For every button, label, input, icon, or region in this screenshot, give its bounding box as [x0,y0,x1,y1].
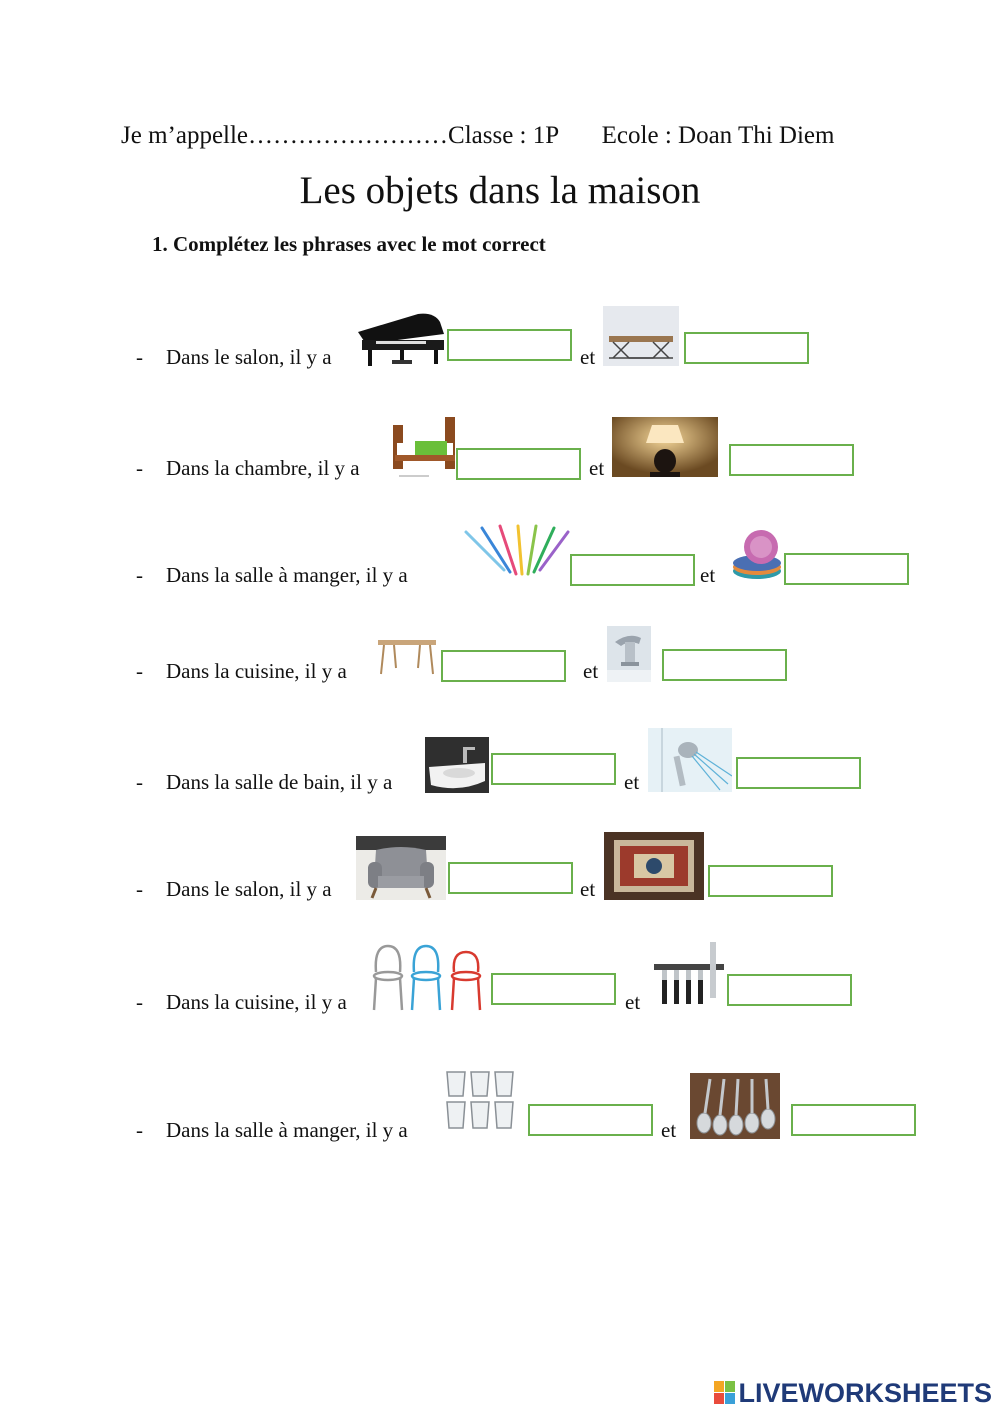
row-7-sentence: Dans la cuisine, il y a [166,990,347,1014]
carpet-image [604,832,704,900]
school-label: Ecole : Doan Thi Diem [601,122,835,149]
shower-image [648,728,732,792]
row-8-answer-1-input[interactable] [528,1104,653,1136]
row-1-answer-1-input[interactable] [447,329,572,361]
row-1-sentence: Dans le salon, il y a [166,345,332,369]
name-class-label: Je m’appelle……………………Classe : 1P [121,122,560,149]
glasses-image [443,1068,519,1132]
coffee-table-image [603,306,679,366]
row-2-answer-1-input[interactable] [456,448,581,480]
row-8-et: et [661,1118,677,1142]
row-5-sentence: Dans la salle de bain, il y a [166,770,393,794]
forks-image [460,522,572,578]
spoons-image [690,1073,780,1139]
row-3-answer-1-input[interactable] [570,554,695,586]
row-7-answer-2-input[interactable] [727,974,852,1006]
row-5-answer-2-input[interactable] [736,757,861,789]
row-1-dash: - [136,345,143,369]
plates-image [731,527,783,583]
row-3-dash: - [136,563,143,587]
row-3-sentence: Dans la salle à manger, il y a [166,563,408,587]
exercise-instruction: 1. Complétez les phrases avec le mot correct [152,232,546,256]
row-1-et: et [580,345,596,369]
knives-image [654,940,724,1006]
row-6-answer-1-input[interactable] [448,862,573,894]
row-5-dash: - [136,770,143,794]
row-2-sentence: Dans la chambre, il y a [166,456,360,480]
bed-image [389,415,459,479]
chairs-image [370,942,488,1012]
liveworksheets-logo-icon [714,1381,736,1405]
row-6-et: et [580,877,596,901]
row-7-answer-1-input[interactable] [491,973,616,1005]
row-6-dash: - [136,877,143,901]
brand-name: LIVEWORKSHEETS [738,1377,992,1408]
row-4-answer-2-input[interactable] [662,649,787,681]
row-8-answer-2-input[interactable] [791,1104,916,1136]
armchair-image [356,836,446,900]
row-2-answer-2-input[interactable] [729,444,854,476]
tap-image [607,626,651,682]
row-5-answer-1-input[interactable] [491,753,616,785]
grand-piano-image [356,310,446,368]
student-info-line [121,122,834,150]
row-4-dash: - [136,659,143,683]
row-7-et: et [625,990,641,1014]
lamp-image [612,417,718,477]
row-4-sentence: Dans la cuisine, il y a [166,659,347,683]
page-title: Les objets dans la maison [299,169,701,212]
row-4-answer-1-input[interactable] [441,650,566,682]
row-3-et: et [700,563,716,587]
row-2-et: et [589,456,605,480]
row-6-answer-2-input[interactable] [708,865,833,897]
sink-image [425,737,489,793]
row-8-dash: - [136,1118,143,1142]
footer-logo [714,1378,992,1408]
row-8-sentence: Dans la salle à manger, il y a [166,1118,408,1142]
row-2-dash: - [136,456,143,480]
row-1-answer-2-input[interactable] [684,332,809,364]
row-6-sentence: Dans le salon, il y a [166,877,332,901]
table-image [376,636,438,676]
row-7-dash: - [136,990,143,1014]
row-5-et: et [624,770,640,794]
row-4-et: et [583,659,599,683]
row-3-answer-2-input[interactable] [784,553,909,585]
